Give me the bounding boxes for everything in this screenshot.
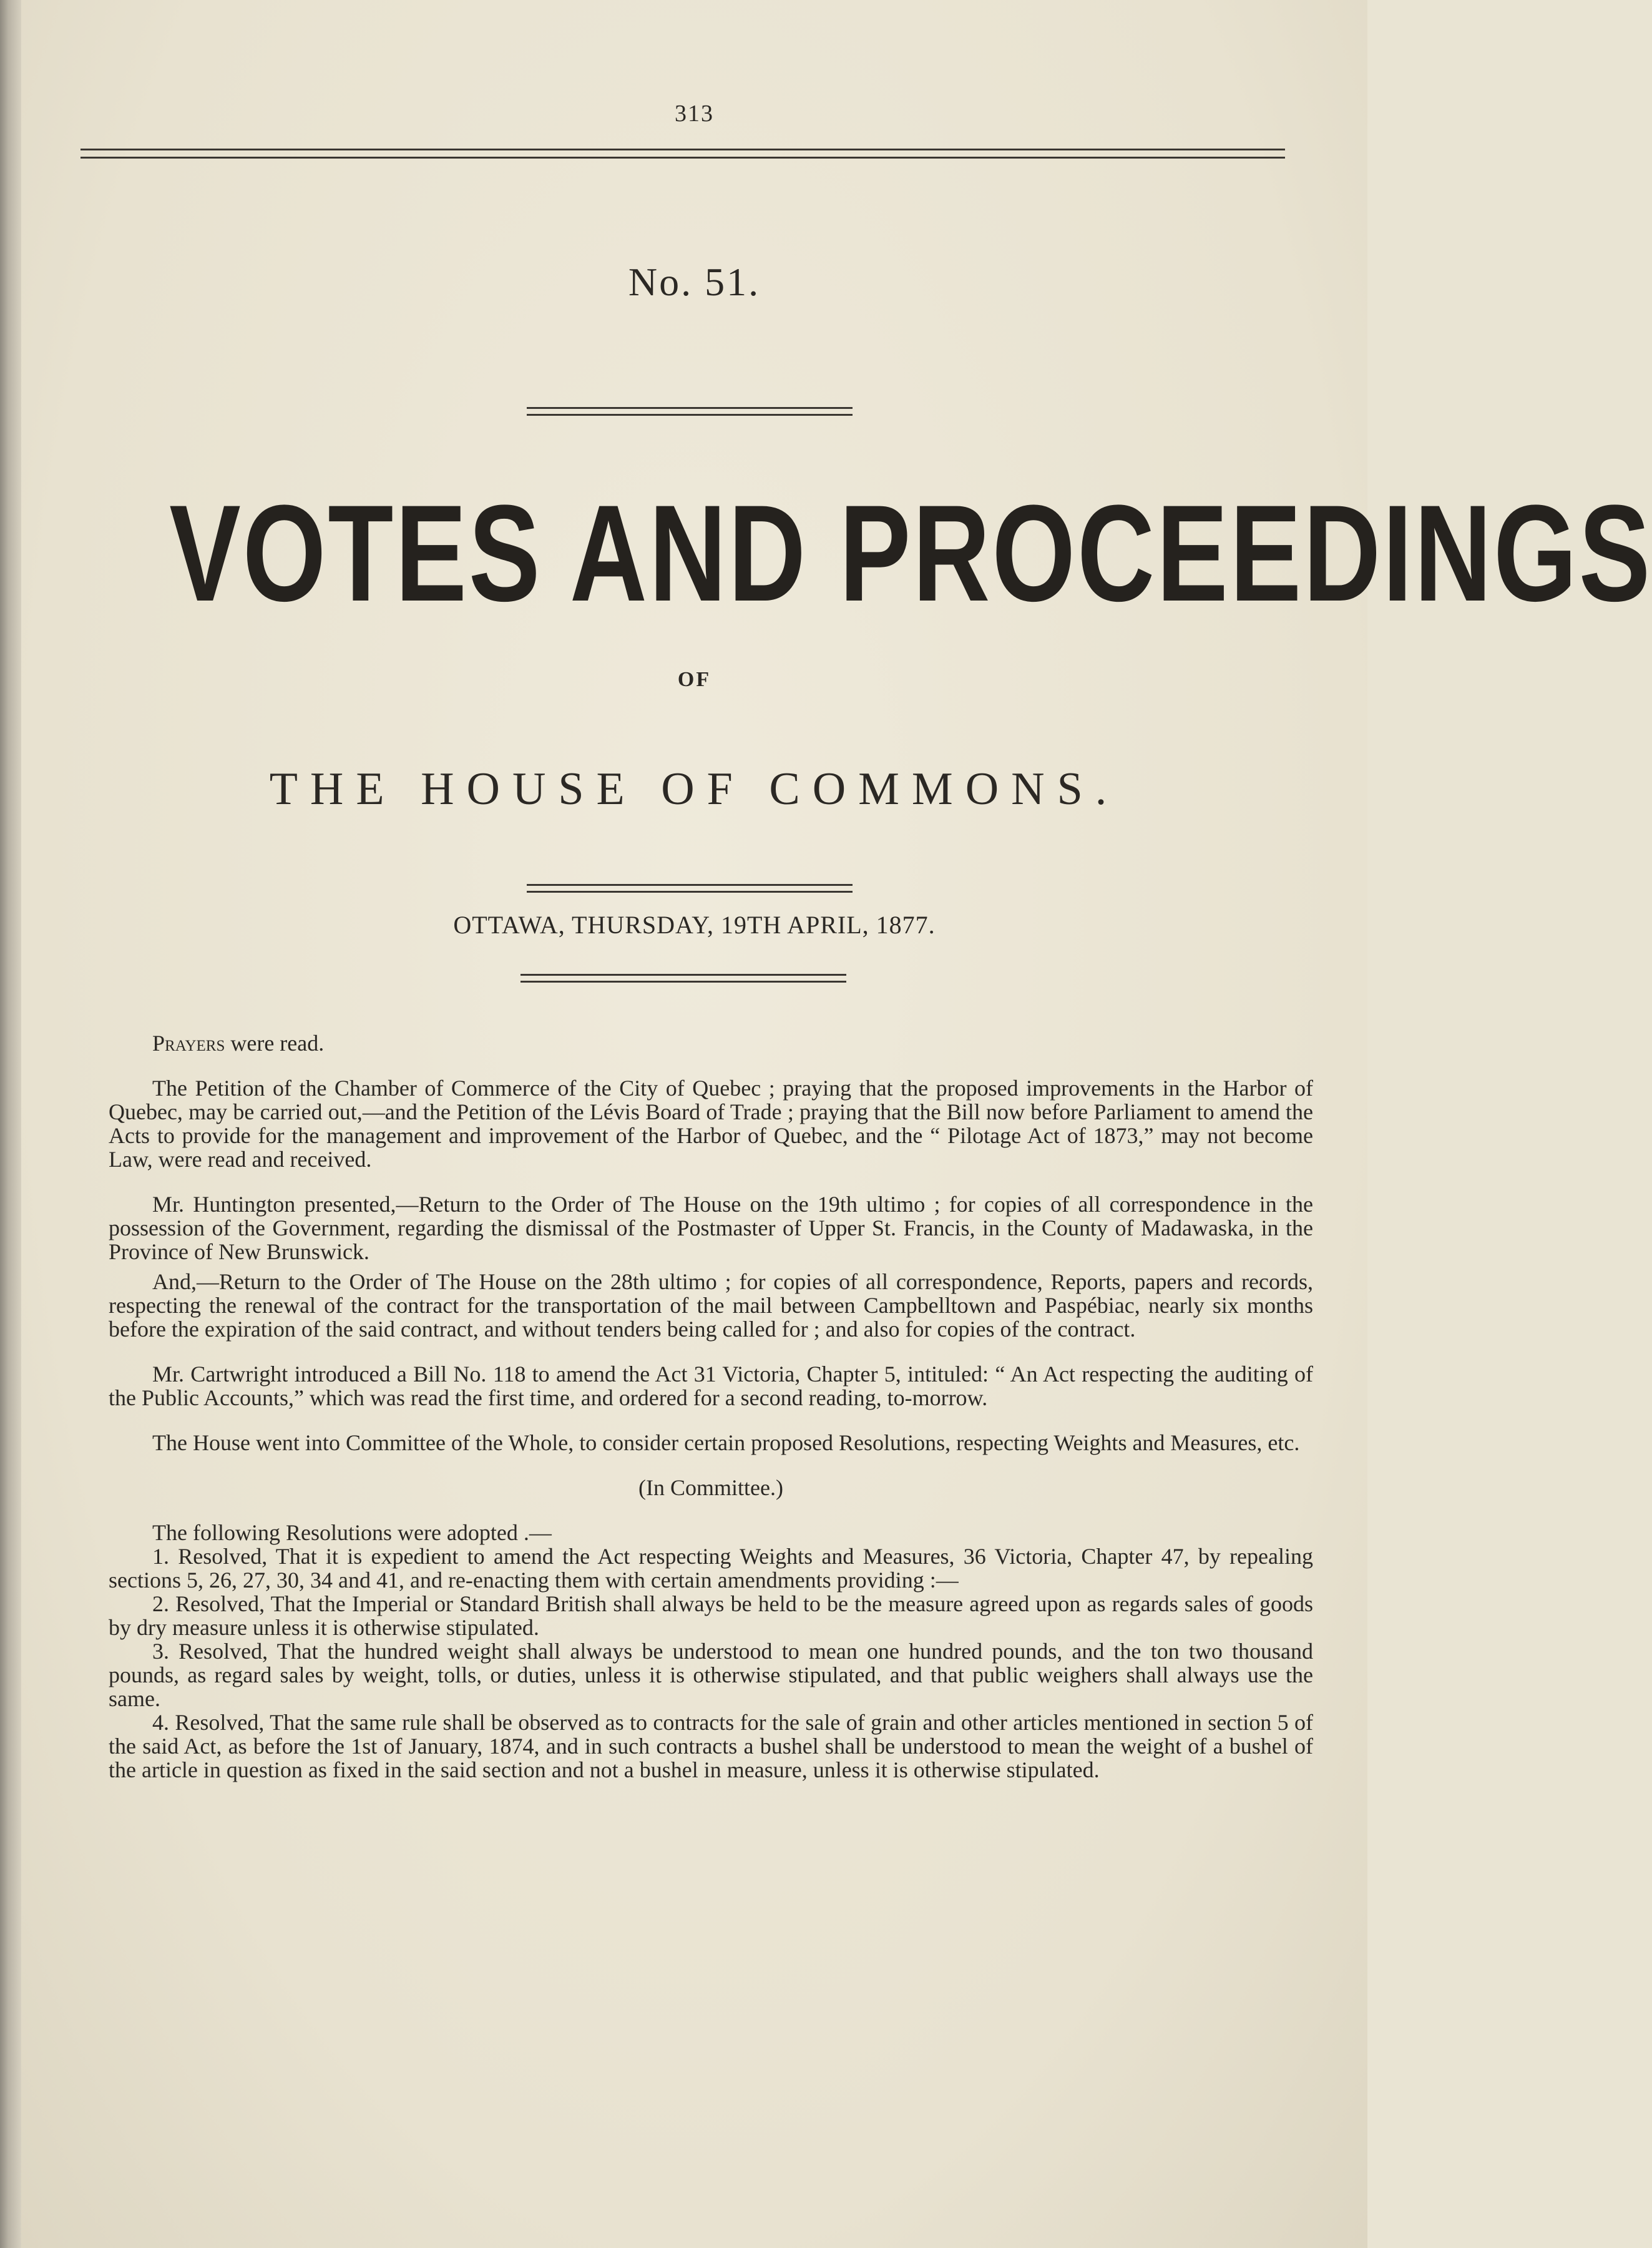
petition-paragraph: The Petition of the Chamber of Commerce of the City of Quebec ; praying that the proposed improvements in the Harbor of Quebec, may be carried out,—and the Petition of the Lévis Board of Trade ; praying that the Bill now before Parliament to amend the Acts to provide for the management and improvement of the Harbor of Quebec, and the “ Pilotage Act of 1873,” may not become Law, were read and received. bbox=[109, 1076, 1313, 1172]
in-committee-heading: (In Committee.) bbox=[638, 1475, 783, 1500]
return-paragraph: And,—Return to the Order of The House on the 28th ultimo ; for copies of all correspondence, Reports, papers and records, respecting the renewal of the contract for the transportation of the mail between Campbelltown and Paspébiac, nearly six months before the expiration of the said contract, and without tenders being called for ; and also for copies of the contract. bbox=[109, 1269, 1313, 1342]
dateline: OTTAWA, THURSDAY, 19TH APRIL, 1877. bbox=[453, 911, 936, 939]
issue-number: No. 51. bbox=[628, 260, 761, 304]
top-rule bbox=[81, 149, 1285, 159]
cartwright-paragraph: Mr. Cartwright introduced a Bill No. 118 to amend the Act 31 Victoria, Chapter 5, intituled: “ An Act respecting the auditing of the Public Accounts,” which was read the first time, and ordered for a second reading, to-morrow. bbox=[109, 1362, 1313, 1410]
following-paragraph: The following Resolutions were adopted .— bbox=[152, 1520, 552, 1545]
document-page bbox=[21, 0, 1652, 2248]
divider-rule bbox=[527, 407, 853, 416]
main-title: VOTES AND PROCEEDINGS bbox=[169, 476, 1652, 630]
divider-rule bbox=[527, 884, 853, 893]
resolution-4: 4. Resolved, That the same rule shall be observed as to contracts for the sale of grain and other articles mentioned in section 5 of the said Act, as before the 1st of January, 1874, and in such contracts a bushel shall be understood to mean the weight of a bushel of the article in question as fixed in the said section and not a bushel in measure, unless it is otherwise stipulated. bbox=[109, 1710, 1313, 1782]
resolution-3: 3. Resolved, That the hundred weight shall always be understood to mean one hundred pounds, and the ton two thousand pounds, as regard sales by weight, tolls, or duties, unless it is otherwise stipulated, and that public weighers shall always use the same. bbox=[109, 1639, 1313, 1711]
resolution-2: 2. Resolved, That the Imperial or Standard British shall always be held to be the measure agreed upon as regards sales of goods by dry measure unless it is otherwise stipulated. bbox=[109, 1591, 1313, 1640]
prayers-rest: were read. bbox=[225, 1031, 325, 1056]
prayers-caps: Prayers bbox=[152, 1031, 225, 1056]
resolution-1: 1. Resolved, That it is expedient to amend the Act respecting Weights and Measures, 36 Victoria, Chapter 47, by repealing sections 5, 26, 27, 30, 34 and 41, and re-enacting them with certain amendments providing :— bbox=[109, 1544, 1313, 1593]
huntington-paragraph: Mr. Huntington presented,—Return to the Order of The House on the 19th ultimo ; for copies of all correspondence in the possession of the Government, regarding the dismissal of the Postmaster of Upper St. Francis, in the County of Madawaska, in the Province of New Brunswick. bbox=[109, 1192, 1313, 1264]
proceedings-body bbox=[109, 1031, 1313, 1782]
page-number: 313 bbox=[675, 101, 714, 127]
divider-rule bbox=[521, 974, 846, 983]
prayers-paragraph bbox=[109, 1031, 1313, 1055]
page-binding-edge bbox=[0, 0, 21, 2248]
title-of: OF bbox=[677, 668, 711, 691]
house-title: THE HOUSE OF COMMONS. bbox=[269, 763, 1120, 815]
committee-paragraph: The House went into Committee of the Whole, to consider certain proposed Resolutions, respecting Weights and Measures, etc. bbox=[152, 1430, 1300, 1455]
